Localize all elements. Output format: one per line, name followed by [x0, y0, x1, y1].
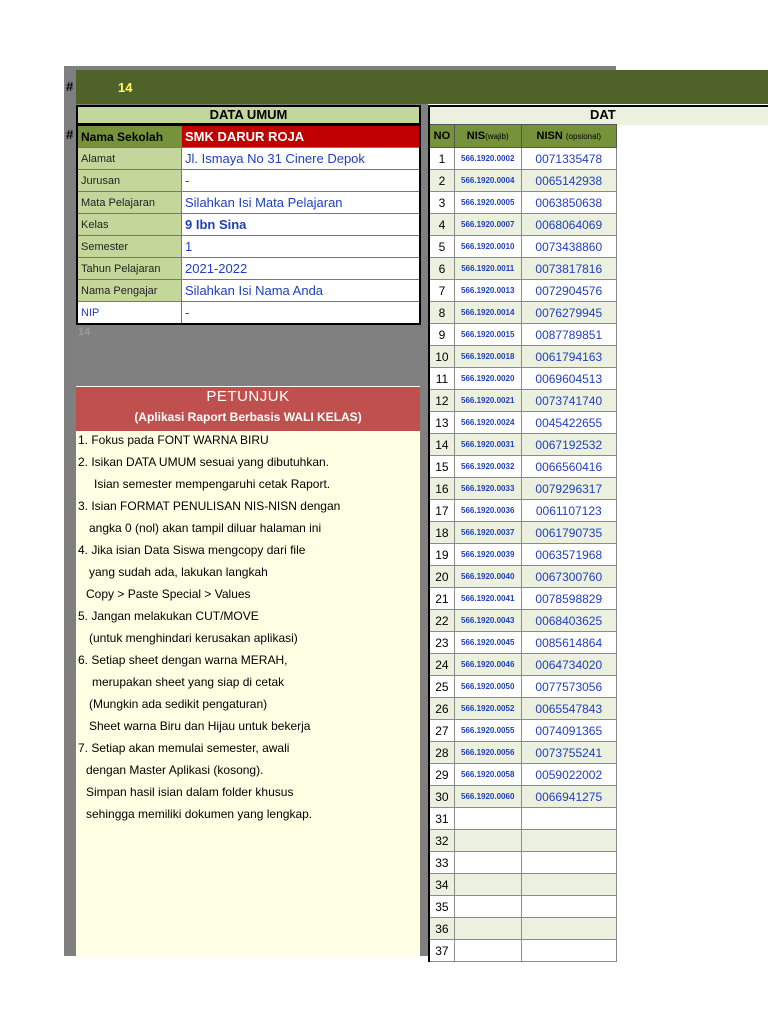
student-nis[interactable] [454, 808, 521, 830]
sheet-gutter-left [64, 66, 76, 956]
petunjuk-line: 6. Setiap sheet dengan warna MERAH, [78, 653, 288, 667]
data-umum-row [77, 192, 420, 214]
column-gap [420, 104, 428, 956]
student-row [429, 170, 617, 192]
student-no: 27 [429, 720, 454, 742]
student-nis[interactable]: 566.1920.0046 [454, 654, 521, 676]
student-nisn[interactable]: 0066941275 [521, 786, 616, 808]
student-nisn[interactable] [521, 852, 616, 874]
student-row [429, 192, 617, 214]
petunjuk-line: 2. Isikan DATA UMUM sesuai yang dibutuhkan. [78, 455, 330, 469]
petunjuk-line: dengan Master Aplikasi (kosong). [86, 763, 264, 777]
student-nisn[interactable]: 0063850638 [521, 192, 616, 214]
student-nisn[interactable]: 0059022002 [521, 764, 616, 786]
student-row [429, 918, 617, 940]
student-nis[interactable]: 566.1920.0007 [454, 214, 521, 236]
data-umum-label: Alamat [77, 148, 182, 170]
data-umum-value[interactable]: - [182, 302, 421, 325]
student-nisn[interactable] [521, 830, 616, 852]
student-no: 24 [429, 654, 454, 676]
student-nis[interactable]: 566.1920.0060 [454, 786, 521, 808]
student-row [429, 302, 617, 324]
petunjuk-subtitle: (Aplikasi Raport Berbasis WALI KELAS) [134, 410, 362, 424]
student-nis[interactable]: 566.1920.0055 [454, 720, 521, 742]
student-nis[interactable]: 566.1920.0005 [454, 192, 521, 214]
petunjuk-header [76, 387, 420, 431]
student-no: 25 [429, 676, 454, 698]
data-umum-label: Nama Pengajar [77, 280, 182, 302]
data-umum-label: Jurusan [77, 170, 182, 192]
student-no: 22 [429, 610, 454, 632]
student-row [429, 148, 617, 170]
student-nisn[interactable]: 0076279945 [521, 302, 616, 324]
data-siswa-table [428, 124, 617, 962]
student-nisn[interactable]: 0071335478 [521, 148, 616, 170]
data-umum-value[interactable]: Silahkan Isi Mata Pelajaran [182, 192, 421, 214]
data-umum-row [77, 236, 420, 258]
student-nisn[interactable]: 0064734020 [521, 654, 616, 676]
student-nis[interactable]: 566.1920.0058 [454, 764, 521, 786]
petunjuk-line: merupakan sheet yang siap di cetak [92, 675, 285, 689]
petunjuk-line: Sheet warna Biru dan Hijau untuk bekerja [89, 719, 311, 733]
student-nisn[interactable] [521, 940, 616, 962]
data-umum-row [77, 125, 420, 148]
student-nisn[interactable]: 0063571968 [521, 544, 616, 566]
student-nisn[interactable]: 0061790735 [521, 522, 616, 544]
student-nis[interactable]: 566.1920.0021 [454, 390, 521, 412]
student-nisn[interactable]: 0067300760 [521, 566, 616, 588]
student-no: 5 [429, 236, 454, 258]
data-umum-value[interactable]: Silahkan Isi Nama Anda [182, 280, 421, 302]
student-nisn[interactable]: 0069604513 [521, 368, 616, 390]
student-row [429, 544, 617, 566]
student-row [429, 214, 617, 236]
row-marker-second: # [66, 127, 74, 142]
student-nis[interactable] [454, 852, 521, 874]
student-row [429, 940, 617, 962]
data-umum-label: Mata Pelajaran [77, 192, 182, 214]
petunjuk-body [76, 431, 420, 956]
student-nisn[interactable]: 0061794163 [521, 346, 616, 368]
student-no: 15 [429, 456, 454, 478]
student-nis[interactable]: 566.1920.0039 [454, 544, 521, 566]
student-row [429, 764, 617, 786]
student-no: 13 [429, 412, 454, 434]
petunjuk-line: angka 0 (nol) akan tampil diluar halaman ini [89, 521, 322, 535]
student-nis[interactable]: 566.1920.0052 [454, 698, 521, 720]
petunjuk-line: Simpan hasil isian dalam folder khusus [86, 785, 294, 799]
student-nis[interactable]: 566.1920.0033 [454, 478, 521, 500]
student-nisn[interactable]: 0087789851 [521, 324, 616, 346]
student-nisn[interactable] [521, 874, 616, 896]
petunjuk-line: Isian semester mempengaruhi cetak Raport. [94, 477, 331, 491]
petunjuk-line: sehingga memiliki dokumen yang lengkap. [86, 807, 313, 821]
student-nis[interactable]: 566.1920.0024 [454, 412, 521, 434]
student-nis[interactable] [454, 830, 521, 852]
student-nis[interactable]: 566.1920.0036 [454, 500, 521, 522]
student-nisn[interactable]: 0065142938 [521, 170, 616, 192]
student-nis[interactable]: 566.1920.0037 [454, 522, 521, 544]
student-nisn[interactable]: 0073817816 [521, 258, 616, 280]
hidden-number: 14 [78, 326, 91, 338]
data-umum-label: Kelas [77, 214, 182, 236]
student-no: 14 [429, 434, 454, 456]
data-umum-table [76, 124, 421, 325]
header-nisn [521, 125, 616, 148]
student-no: 16 [429, 478, 454, 500]
student-nisn[interactable]: 0068064069 [521, 214, 616, 236]
petunjuk-line: Copy > Paste Special > Values [86, 587, 251, 601]
data-umum-label: NIP [77, 302, 182, 325]
header-nisn-label: NISN [536, 130, 563, 142]
student-nis[interactable]: 566.1920.0011 [454, 258, 521, 280]
student-nisn[interactable]: 0073741740 [521, 390, 616, 412]
student-no: 9 [429, 324, 454, 346]
student-no: 18 [429, 522, 454, 544]
student-no: 37 [429, 940, 454, 962]
student-nisn[interactable]: 0067192532 [521, 434, 616, 456]
data-umum-title: DATA UMUM [76, 105, 421, 125]
student-row [429, 742, 617, 764]
student-nis[interactable]: 566.1920.0002 [454, 148, 521, 170]
student-row [429, 632, 617, 654]
header-no: NO [429, 125, 454, 148]
student-no: 32 [429, 830, 454, 852]
student-row [429, 478, 617, 500]
student-no: 23 [429, 632, 454, 654]
header-nisn-note: (opsional) [565, 132, 602, 141]
student-no: 26 [429, 698, 454, 720]
petunjuk-line: (Mungkin ada sedikit pengaturan) [89, 697, 268, 711]
student-no: 19 [429, 544, 454, 566]
student-row [429, 500, 617, 522]
student-nis[interactable]: 566.1920.0018 [454, 346, 521, 368]
student-row [429, 610, 617, 632]
student-nisn[interactable]: 0065547843 [521, 698, 616, 720]
student-row [429, 786, 617, 808]
student-nis[interactable] [454, 940, 521, 962]
student-no: 6 [429, 258, 454, 280]
student-row [429, 522, 617, 544]
student-nisn[interactable]: 0078598829 [521, 588, 616, 610]
petunjuk-line: 7. Setiap akan memulai semester, awali [78, 741, 290, 755]
student-no: 30 [429, 786, 454, 808]
student-nisn[interactable]: 0079296317 [521, 478, 616, 500]
student-row [429, 720, 617, 742]
student-nisn[interactable]: 0061107123 [521, 500, 616, 522]
student-row [429, 434, 617, 456]
header-nis [454, 125, 521, 148]
data-umum-value[interactable]: 1 [182, 236, 421, 258]
student-row [429, 852, 617, 874]
student-nisn[interactable] [521, 896, 616, 918]
student-no: 11 [429, 368, 454, 390]
data-umum-value[interactable]: - [182, 170, 421, 192]
header-band [76, 70, 768, 104]
data-umum-value[interactable]: 2021-2022 [182, 258, 421, 280]
student-no: 35 [429, 896, 454, 918]
student-row [429, 566, 617, 588]
student-nis[interactable] [454, 918, 521, 940]
student-nis[interactable]: 566.1920.0014 [454, 302, 521, 324]
student-no: 21 [429, 588, 454, 610]
student-nisn[interactable] [521, 918, 616, 940]
student-no: 1 [429, 148, 454, 170]
student-nisn[interactable]: 0045422655 [521, 412, 616, 434]
student-nisn[interactable]: 0068403625 [521, 610, 616, 632]
student-no: 10 [429, 346, 454, 368]
student-row [429, 874, 617, 896]
student-row [429, 346, 617, 368]
student-nis[interactable] [454, 896, 521, 918]
student-row [429, 654, 617, 676]
student-no: 3 [429, 192, 454, 214]
petunjuk-line: (untuk menghindari kerusakan aplikasi) [89, 631, 298, 645]
petunjuk-line: yang sudah ada, lakukan langkah [89, 565, 268, 579]
student-nis[interactable]: 566.1920.0045 [454, 632, 521, 654]
student-row [429, 412, 617, 434]
student-nisn[interactable]: 0072904576 [521, 280, 616, 302]
petunjuk-line: 1. Fokus pada FONT WARNA BIRU [78, 433, 269, 447]
student-nisn[interactable] [521, 808, 616, 830]
data-umum-label: Nama Sekolah [77, 125, 182, 148]
student-row [429, 830, 617, 852]
student-nis[interactable]: 566.1920.0040 [454, 566, 521, 588]
data-umum-row [77, 170, 420, 192]
data-umum-value[interactable]: Jl. Ismaya No 31 Cinere Depok [182, 148, 421, 170]
data-umum-row [77, 148, 420, 170]
student-no: 17 [429, 500, 454, 522]
student-nis[interactable]: 566.1920.0020 [454, 368, 521, 390]
data-umum-row [77, 214, 420, 236]
data-umum-label: Semester [77, 236, 182, 258]
student-nis[interactable]: 566.1920.0050 [454, 676, 521, 698]
data-umum-row [77, 258, 420, 280]
student-no: 7 [429, 280, 454, 302]
petunjuk-line: 5. Jangan melakukan CUT/MOVE [78, 609, 259, 623]
header-nis-note: (wajib) [485, 132, 509, 141]
student-nis[interactable]: 566.1920.0032 [454, 456, 521, 478]
student-row [429, 676, 617, 698]
student-nisn[interactable]: 0085614864 [521, 632, 616, 654]
student-no: 34 [429, 874, 454, 896]
student-nis[interactable]: 566.1920.0056 [454, 742, 521, 764]
student-row [429, 698, 617, 720]
student-nis[interactable]: 566.1920.0010 [454, 236, 521, 258]
student-nis[interactable]: 566.1920.0031 [454, 434, 521, 456]
petunjuk-line: 4. Jika isian Data Siswa mengcopy dari file [78, 543, 306, 557]
data-siswa-title: DAT [428, 105, 768, 125]
student-row [429, 588, 617, 610]
student-no: 20 [429, 566, 454, 588]
data-umum-row [77, 280, 420, 302]
petunjuk-title: PETUNJUK [206, 388, 290, 405]
student-no: 8 [429, 302, 454, 324]
student-row [429, 896, 617, 918]
student-row [429, 390, 617, 412]
student-no: 4 [429, 214, 454, 236]
student-nis[interactable]: 566.1920.0043 [454, 610, 521, 632]
student-row [429, 236, 617, 258]
student-nisn[interactable]: 0073755241 [521, 742, 616, 764]
student-row [429, 456, 617, 478]
student-no: 33 [429, 852, 454, 874]
student-row [429, 808, 617, 830]
student-nisn[interactable]: 0074091365 [521, 720, 616, 742]
data-umum-label: Tahun Pelajaran [77, 258, 182, 280]
data-umum-row [77, 302, 420, 325]
student-no: 31 [429, 808, 454, 830]
petunjuk-line: 3. Isian FORMAT PENULISAN NIS-NISN dengan [78, 499, 341, 513]
student-row [429, 324, 617, 346]
student-no: 29 [429, 764, 454, 786]
student-nisn[interactable]: 0066560416 [521, 456, 616, 478]
student-nis[interactable]: 566.1920.0004 [454, 170, 521, 192]
student-no: 2 [429, 170, 454, 192]
header-nis-label: NIS [466, 130, 486, 142]
student-row [429, 368, 617, 390]
student-nisn[interactable]: 0073438860 [521, 236, 616, 258]
data-umum-value[interactable]: 9 Ibn Sina [182, 214, 421, 236]
data-umum-value[interactable]: SMK DARUR ROJA [182, 125, 421, 148]
student-no: 28 [429, 742, 454, 764]
student-nis[interactable]: 566.1920.0015 [454, 324, 521, 346]
student-row [429, 280, 617, 302]
header-number: 14 [118, 80, 133, 95]
student-nis[interactable]: 566.1920.0013 [454, 280, 521, 302]
row-marker-top: # [66, 79, 74, 94]
student-row [429, 258, 617, 280]
student-nis[interactable] [454, 874, 521, 896]
student-nisn[interactable]: 0077573056 [521, 676, 616, 698]
data-siswa-header-row [429, 125, 617, 148]
student-no: 36 [429, 918, 454, 940]
student-nis[interactable]: 566.1920.0041 [454, 588, 521, 610]
student-no: 12 [429, 390, 454, 412]
